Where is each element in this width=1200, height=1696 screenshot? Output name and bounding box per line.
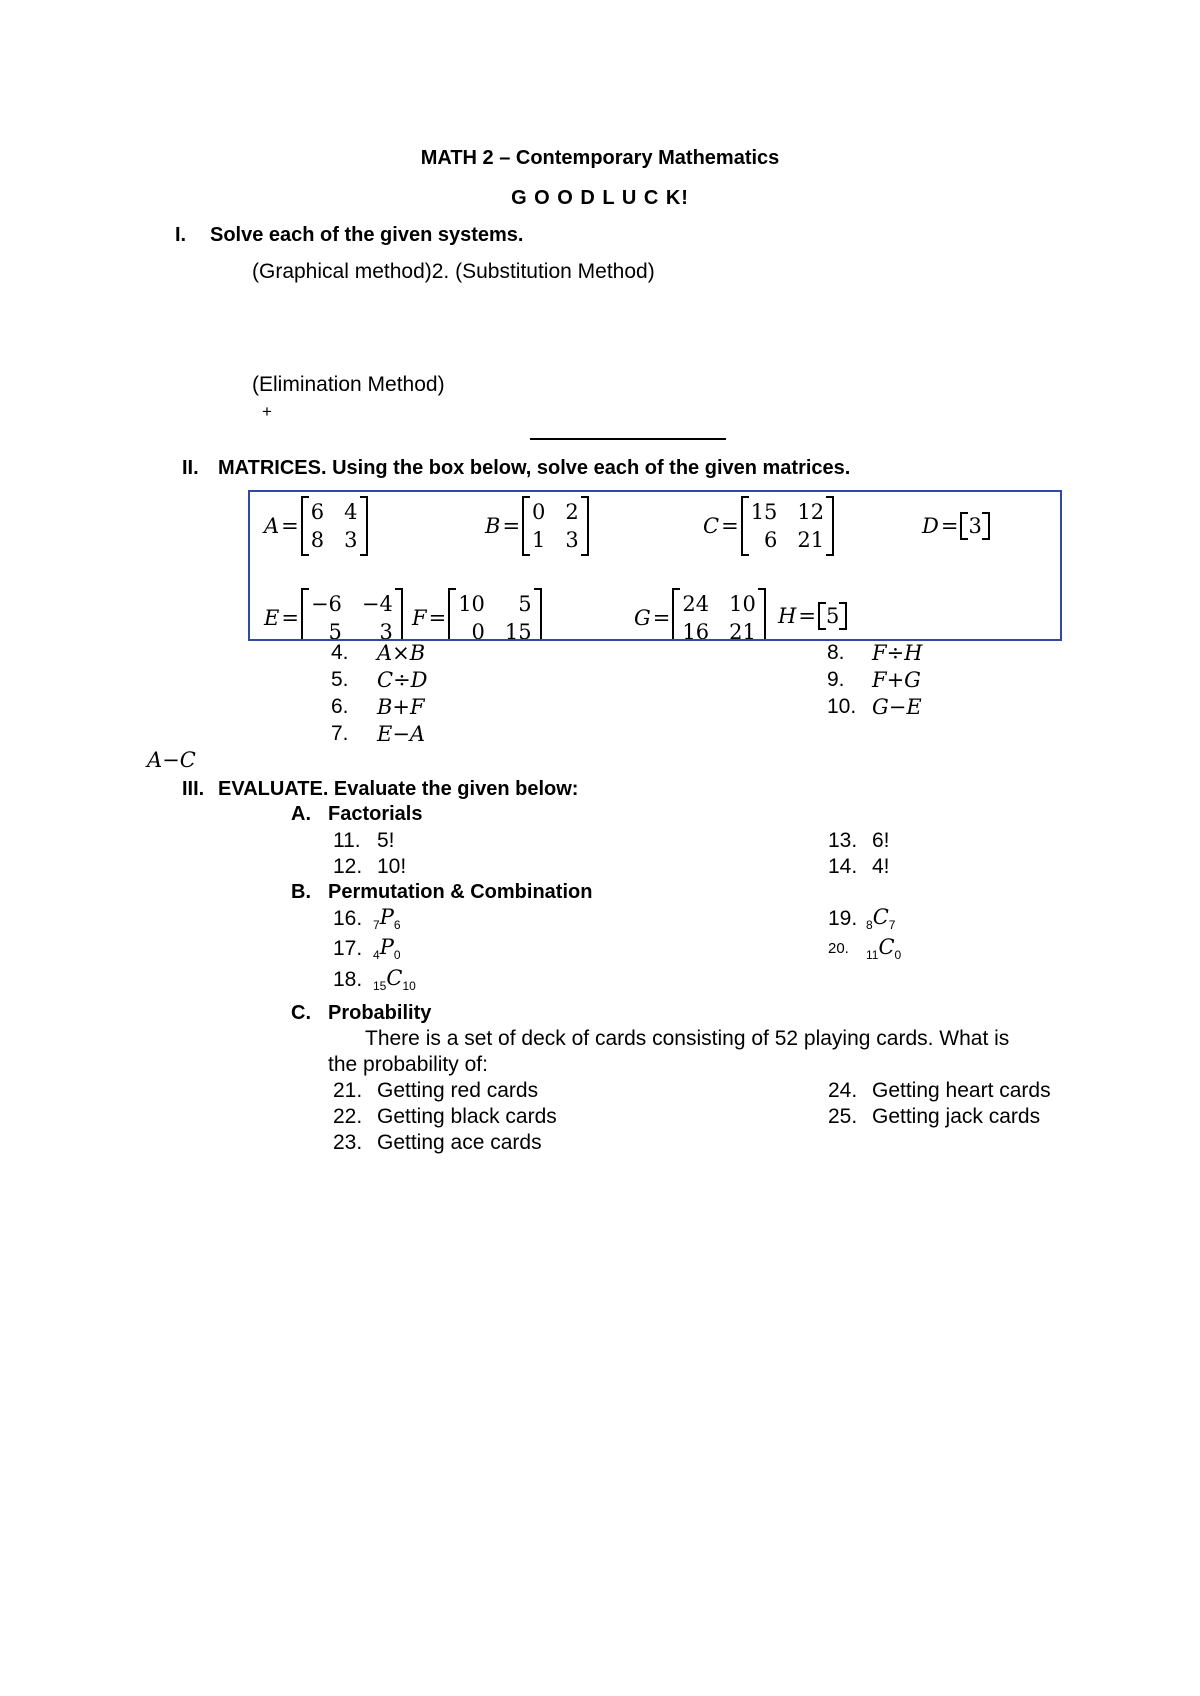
matrix-h: H = 5: [778, 602, 847, 630]
section1-heading: Solve each of the given systems.: [210, 224, 524, 246]
item-20-expression: $_{11}C_0$: [866, 935, 902, 963]
matrix-d-value: 3: [960, 512, 989, 540]
matrix-c-values: 15 12 6 21: [741, 496, 834, 556]
item-16-number: 16.: [333, 907, 363, 930]
section1-methods-line: (Graphical method)2. (Substitution Method): [252, 260, 655, 283]
item-24-text: Getting heart cards: [872, 1079, 1051, 1102]
matrix-a: A = 6 4 8 3: [264, 496, 368, 556]
matrix-b-values: 0 2 1 3: [522, 496, 589, 556]
subsection-b-heading: Permutation & Combination: [328, 881, 593, 903]
item-8-expression: F÷H: [872, 641, 923, 665]
matrix-c: C = 15 12 6 21: [703, 496, 834, 556]
item-9-expression: F+G: [872, 668, 921, 692]
item-7-number: 7.: [331, 722, 349, 745]
item-6-number: 6.: [331, 695, 349, 718]
item-10-expression: G−E: [872, 695, 922, 719]
stray-expression: A−C: [147, 748, 196, 772]
item-25-number: 25.: [828, 1105, 858, 1128]
item-12-text: 10!: [377, 855, 407, 878]
item-18-expression: $_{15}C_{10}$: [373, 966, 416, 994]
section2-number: II.: [182, 457, 199, 479]
item-14-number: 14.: [828, 855, 858, 878]
document-title: MATH 2 – Contemporary Mathematics: [420, 147, 780, 169]
document-subtitle: G O O D L U C K!: [511, 187, 689, 209]
item-17-number: 17.: [333, 937, 363, 960]
section1-number: I.: [175, 224, 187, 246]
item-9-number: 9.: [827, 668, 845, 691]
separator-rule: [530, 438, 726, 440]
matrix-e: E = −6 −4 5 3: [264, 588, 403, 641]
item-10-number: 10.: [827, 695, 857, 718]
item-18-number: 18.: [333, 968, 363, 991]
matrix-b: B = 0 2 1 3: [485, 496, 589, 556]
matrix-d: D = 3: [922, 512, 990, 540]
subsection-c-heading: Probability: [328, 1002, 432, 1024]
item-5-number: 5.: [331, 668, 349, 691]
item-13-number: 13.: [828, 829, 858, 852]
probability-intro-line2: the probability of:: [328, 1053, 488, 1076]
item-19-number: 19.: [828, 907, 858, 930]
item-11-number: 11.: [333, 829, 361, 852]
item-25-text: Getting jack cards: [872, 1105, 1041, 1128]
matrix-f: F = 10 5 0 15: [412, 588, 542, 641]
item-20-number: 20.: [828, 940, 849, 957]
matrix-g-values: 24 10 16 21: [672, 588, 765, 641]
item-22-text: Getting black cards: [377, 1105, 557, 1128]
section1-elimination-line: (Elimination Method): [252, 373, 445, 396]
matrix-f-values: 10 5 0 15: [448, 588, 541, 641]
item-4-number: 4.: [331, 641, 349, 664]
item-19-expression: $_8C_7$: [866, 905, 896, 933]
matrix-e-values: −6 −4 5 3: [301, 588, 403, 641]
item-5-expression: C÷D: [377, 668, 428, 692]
item-22-number: 22.: [333, 1105, 363, 1128]
section3-number: III.: [182, 778, 205, 800]
section2-heading: MATRICES. Using the box below, solve each of the given matrices.: [218, 457, 851, 479]
item-17-expression: $_4P_0$: [373, 935, 401, 963]
probability-intro-line1: There is a set of deck of cards consisting of 52 playing cards. What is: [365, 1027, 1010, 1050]
item-13-text: 6!: [872, 829, 890, 852]
item-8-number: 8.: [827, 641, 845, 664]
matrices-box: [248, 490, 1062, 641]
item-21-number: 21.: [333, 1079, 363, 1102]
plus-sign: +: [262, 402, 272, 421]
item-21-text: Getting red cards: [377, 1079, 539, 1102]
item-16-expression: $_7P_6$: [373, 905, 401, 933]
subsection-a-heading: Factorials: [328, 803, 423, 825]
subsection-b-label: B.: [291, 881, 311, 903]
item-14-text: 4!: [872, 855, 890, 878]
item-7-expression: E−A: [377, 722, 426, 746]
item-23-number: 23.: [333, 1131, 363, 1154]
item-24-number: 24.: [828, 1079, 858, 1102]
matrix-h-value: 5: [818, 602, 847, 630]
item-4-expression: A×B: [377, 641, 426, 665]
subsection-a-label: A.: [291, 803, 311, 825]
section3-heading: EVALUATE. Evaluate the given below:: [218, 778, 579, 800]
matrix-a-values: 6 4 8 3: [301, 496, 368, 556]
item-11-text: 5!: [377, 829, 395, 852]
matrix-g: G = 24 10 16 21: [634, 588, 766, 641]
subsection-c-label: C.: [291, 1002, 311, 1024]
item-6-expression: B+F: [377, 695, 425, 719]
item-23-text: Getting ace cards: [377, 1131, 542, 1154]
item-12-number: 12.: [333, 855, 363, 878]
